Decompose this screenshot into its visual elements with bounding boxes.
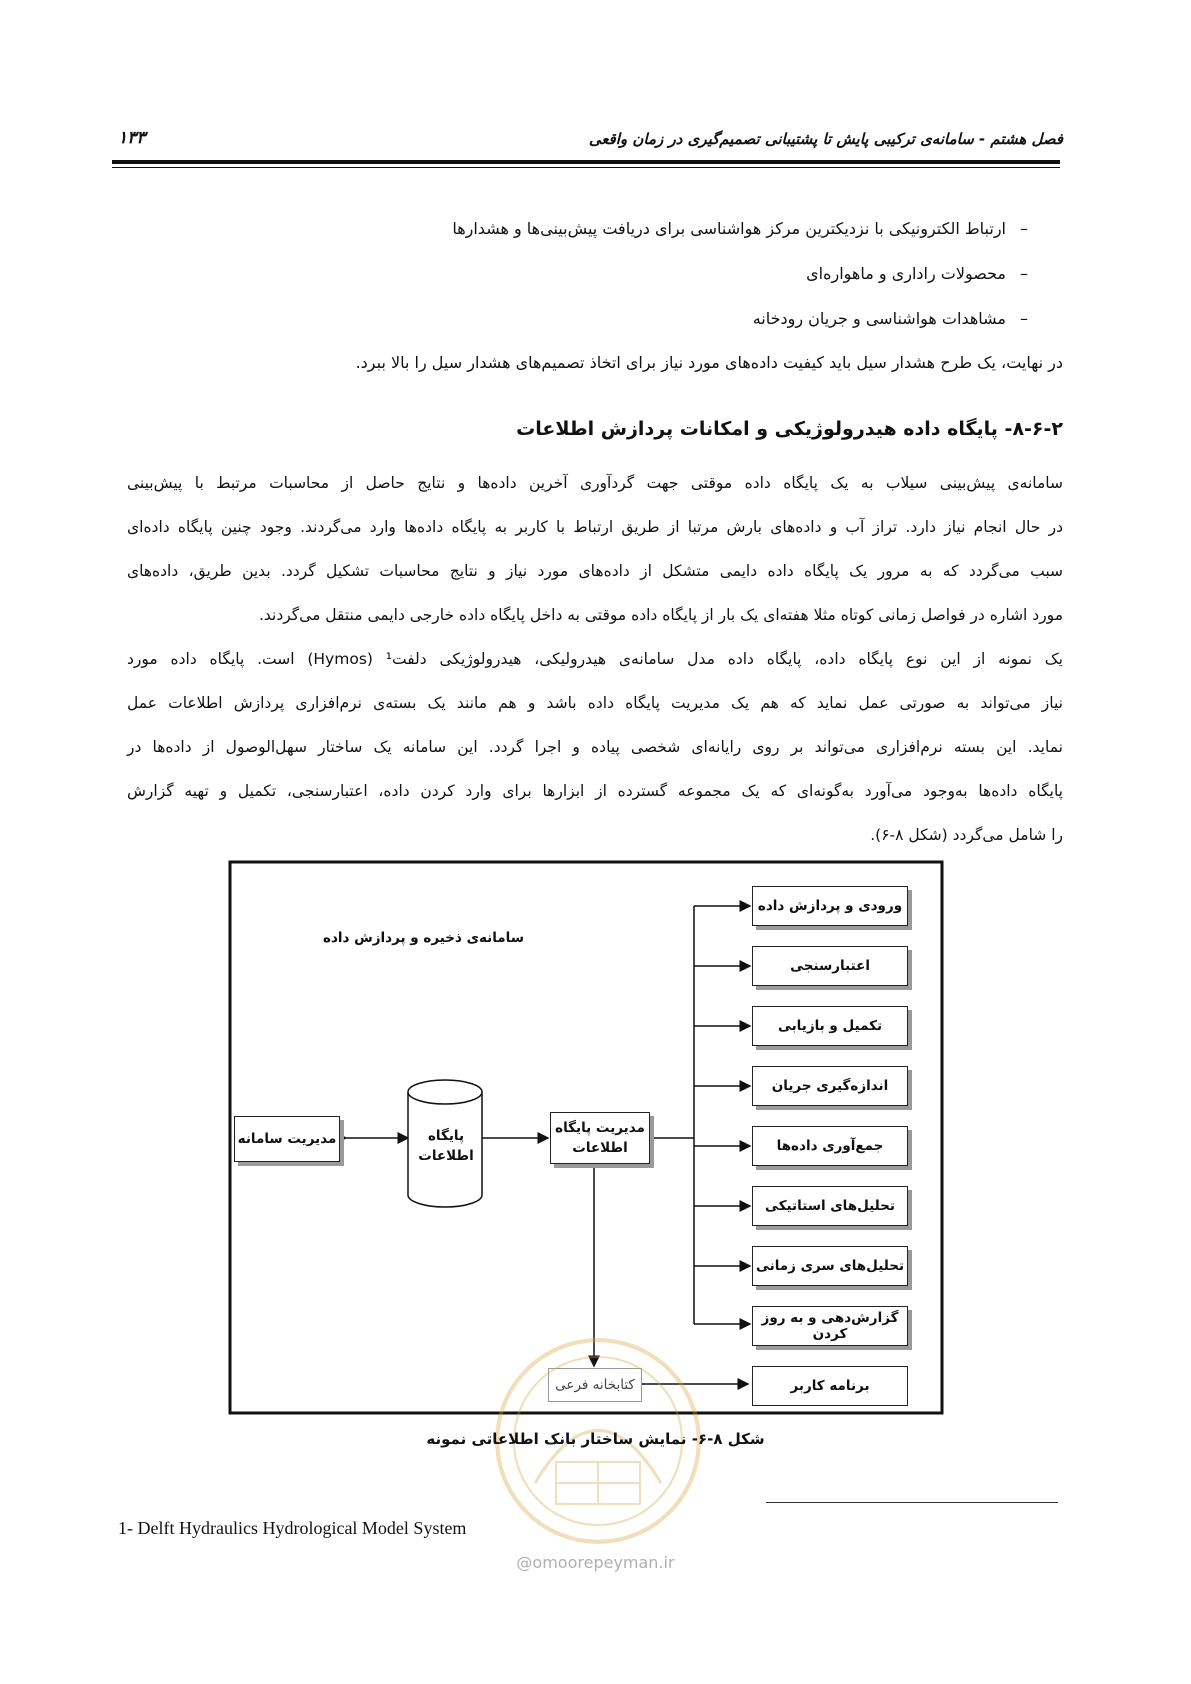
paragraph-line: پایگاه داده‌ها به‌وجود می‌آورد به‌گونه‌ای که یک مجموعه گسترده از ابزارها برای وارد کردن داده، اعتبارسنجی، تکمیل و تهیه گزارش: [127, 782, 1063, 800]
bullet-marker: –: [1020, 219, 1028, 238]
system-label: سامانه‌ی ذخیره و پردازش داده: [323, 930, 525, 946]
paragraph-line: در حال انجام نیاز دارد. تراز آب و داده‌های بارش مرتبا از طریق ارتباط با کاربر به پایگاه داده‌ها وارد می‌گردند. وجود چنین پایگاه داده‌ای: [127, 518, 1063, 536]
header-rule-thick: [112, 160, 1060, 164]
database-label: پایگاه اطلاعات: [418, 1128, 474, 1164]
bullet-marker: –: [1020, 264, 1028, 283]
module-box: تکمیل و بازیابی: [752, 1006, 908, 1046]
module-box: جمع‌آوری داده‌ها: [752, 1126, 908, 1166]
figure-caption: شکل ۸-۶- نمایش ساختار بانک اطلاعاتی نمونه: [426, 1430, 765, 1448]
bullet-marker: –: [1020, 309, 1028, 328]
user-program-box: برنامه کاربر: [752, 1366, 908, 1406]
closing-sentence: در نهایت، یک طرح هشدار سیل باید کیفیت داده‌های مورد نیاز برای اتخاذ تصمیم‌های هشدار سیل را بالا ببرد.: [355, 353, 1063, 372]
paragraph-line: سامانه‌ی پیش‌بینی سیلاب به یک پایگاه داده موقتی جهت گردآوری آخرین داده‌ها و نتایج حاصل از محاسبات مرتبط با پیش‌بینی: [127, 474, 1063, 492]
module-box: تحلیل‌های استاتیکی: [752, 1186, 908, 1226]
paragraph-line: مورد اشاره در فواصل زمانی کوتاه مثلا هفته‌ای یک بار از پایگاه داده موقتی به داخل پایگاه داده خارجی دایمی منتقل می‌گردند.: [258, 606, 1063, 624]
sub-library-box: کتابخانه فرعی: [548, 1368, 642, 1402]
bullet-item: –ارتباط الکترونیکی با نزدیکترین مرکز هواشناسی برای دریافت پیش‌بینی‌ها و هشدارها: [452, 219, 1028, 238]
module-box: اندازه‌گیری جریان: [752, 1066, 908, 1106]
page-number: ۱۳۳: [118, 128, 146, 148]
header-rule-thin: [112, 167, 1060, 168]
section-heading: ۸-۶-۲- پایگاه داده هیدرولوژیکی و امکانات پردازش اطلاعات: [516, 418, 1063, 440]
paragraph-line: سبب می‌گردد که به مرور یک پایگاه داده دایمی متشکل از داده‌های مورد نیاز و نتایج محاسبات تشکیل گردد. بدین طریق، داده‌های: [127, 562, 1063, 580]
system-management-box: مدیریت سامانه: [234, 1116, 340, 1162]
bullet-item: –مشاهدات هواشناسی و جریان رودخانه: [752, 309, 1028, 328]
module-box: تحلیل‌های سری زمانی: [752, 1246, 908, 1286]
module-box: گزارش‌دهی و به روز کردن: [752, 1306, 908, 1346]
database-structure-diagram: [228, 860, 944, 1415]
module-box: ورودی و پردازش داده: [752, 886, 908, 926]
module-box: اعتبارسنجی: [752, 946, 908, 986]
paragraph-line: نماید. این بسته نرم‌افزاری می‌تواند بر روی رایانه‌ای شخصی پیاده و اجرا گردد. این سامانه یک ساختار سهل‌الوصول از داده‌ها در: [127, 738, 1063, 756]
paragraph-line: را شامل می‌گردد (شکل ۸-۶).: [870, 826, 1063, 844]
paragraph-line: یک نمونه از این نوع پایگاه داده، پایگاه داده مدل سامانه‌ی هیدرولیکی، هیدرولوژیکی دلفت¹ (Hymos) است. پایگاه داده مورد: [127, 650, 1063, 668]
footnote: 1- Delft Hydraulics Hydrological Model System: [118, 1518, 467, 1538]
db-management-box: مدیریت پایگاه اطلاعات: [550, 1112, 650, 1164]
footnote-rule: [766, 1502, 1058, 1503]
website-watermark: @omoorepeyman.ir: [516, 1553, 675, 1572]
paragraph-line: نیاز می‌تواند به صورتی عمل نماید که هم یک مدیریت پایگاه داده باشد و هم مانند یک بسته‌ی نرم‌افزاری پردازش اطلاعات عمل: [127, 694, 1063, 712]
chapter-title: فصل هشتم - سامانه‌ی ترکیبی پایش تا پشتیبانی تصمیم‌گیری در زمان واقعی: [588, 130, 1063, 148]
bullet-item: –محصولات راداری و ماهواره‌ای: [806, 264, 1028, 283]
